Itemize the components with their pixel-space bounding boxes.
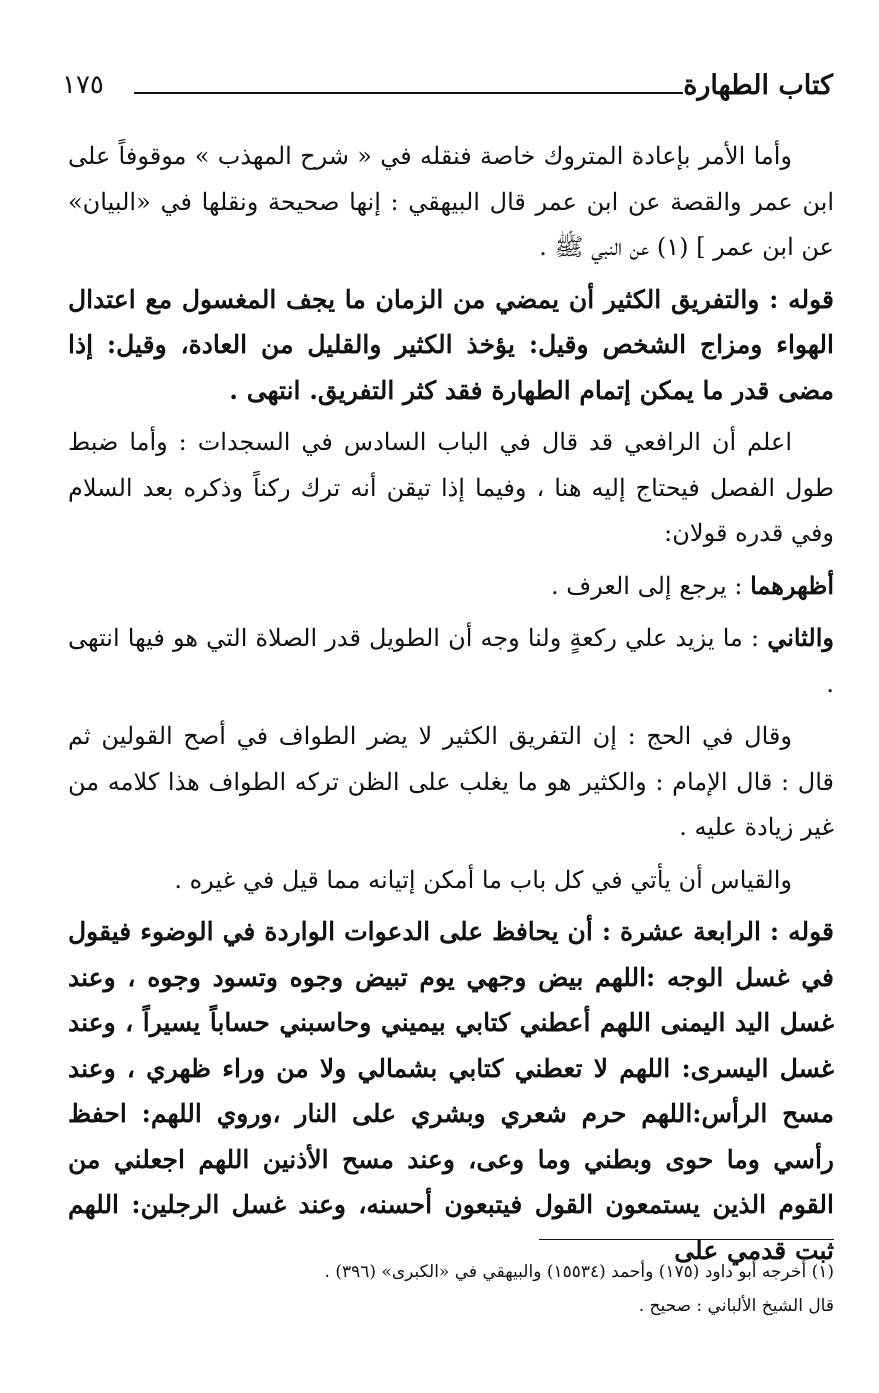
chapter-title: كتاب الطهارة xyxy=(683,70,833,101)
paragraph-text: قوله : الرابعة عشرة : أن يحافظ على الدعوات الواردة في الوضوء فيقول في غسل الوجه :اللهم بيض وجهي يوم تبيض وجوه وتسود وجوه ، وعند غسل اليد اليمنى اللهم أعطني كتابي بيميني وحاسبني حساباً يسيراً ، وعند غسل اليسرى: اللهم لا تعطني كتابي بشمالي ولا من وراء ظهري ، وعند مسح الرأس:اللهم حرم شعري وبشري على النار ،وروي اللهم: احفظ رأسي وما حوى وبطني وما وعى، وعند مسح الأذنين اللهم اجعلني من القوم الذين يستمعون القول فيتبعون أحسنه، وعند غسل الرجلين: اللهم ثبت قدمي على xyxy=(68,917,834,1265)
paragraph-7 xyxy=(68,857,834,904)
paragraph-6 xyxy=(68,713,834,851)
paragraph-lead: والثاني xyxy=(767,623,834,652)
header-rule xyxy=(134,92,683,94)
page-number: ١٧٥ xyxy=(62,70,104,100)
paragraph-1 xyxy=(68,133,834,271)
paragraph-text: : ما يزيد علي ركعةٍ ولنا وجه أن الطويل قدر الصلاة التي هو فيها انتهى . xyxy=(68,624,834,698)
paragraph-text: والقياس أن يأتي في كل باب ما أمكن إتيانه مما قيل في غيره . xyxy=(174,865,792,894)
paragraph-5 xyxy=(68,615,834,707)
paragraph-3 xyxy=(68,419,834,557)
footnote-1: (١) أخرجه أبو داود (١٧٥) وأحمد (١٥٥٣٤) والبيهقي في «الكبرى» (٣٩٦) . xyxy=(324,1262,834,1282)
paragraph-text: اعلم أن الرافعي قد قال في الباب السادس في السجدات : وأما ضبط طول الفصل فيحتاج إليه هنا ، وفيما إذا تيقن أنه ترك ركناً وذكره بعد السلام وفي قدره قولان: xyxy=(68,428,834,547)
footnotes xyxy=(68,1255,834,1323)
paragraph-text: قوله : والتفريق الكثير أن يمضي من الزمان ما يجف المغسول مع اعتدال الهواء ومزاج الشخص وقيل: يؤخذ الكثير والقليل من العادة، وقيل: إذا مضى قدر ما يمكن إتمام الطهارة فقد كثر التفريق. انتهى . xyxy=(68,284,834,405)
footnote-rule xyxy=(539,1239,834,1240)
paragraph-2 xyxy=(68,277,834,414)
paragraph-lead: أظهرهما xyxy=(750,570,834,600)
paragraph-text: وأما الأمر بإعادة المتروك خاصة فنقله في « شرح المهذب » موقوفاً على ابن عمر والقصة عن ابن عمر قال البيهقي : إنها صحيحة ونقلها في «البيان» عن ابن عمر ] (١) عن النبي ﷺ . xyxy=(68,142,834,261)
paragraph-text: وقال في الحج : إن التفريق الكثير لا يضر الطواف في أصح القولين ثم قال : قال الإمام : والكثير هو ما يغلب على الظن تركه الطواف هذا كلامه من غير زيادة عليه . xyxy=(68,722,834,841)
paragraph-8 xyxy=(68,909,834,1273)
running-header xyxy=(62,70,833,110)
main-text xyxy=(68,133,834,1279)
paragraph-4 xyxy=(68,563,834,610)
paragraph-text: : يرجع إلى العرف . xyxy=(551,571,751,600)
footnote-2: قال الشيخ الألباني : صحيح . xyxy=(638,1296,834,1316)
